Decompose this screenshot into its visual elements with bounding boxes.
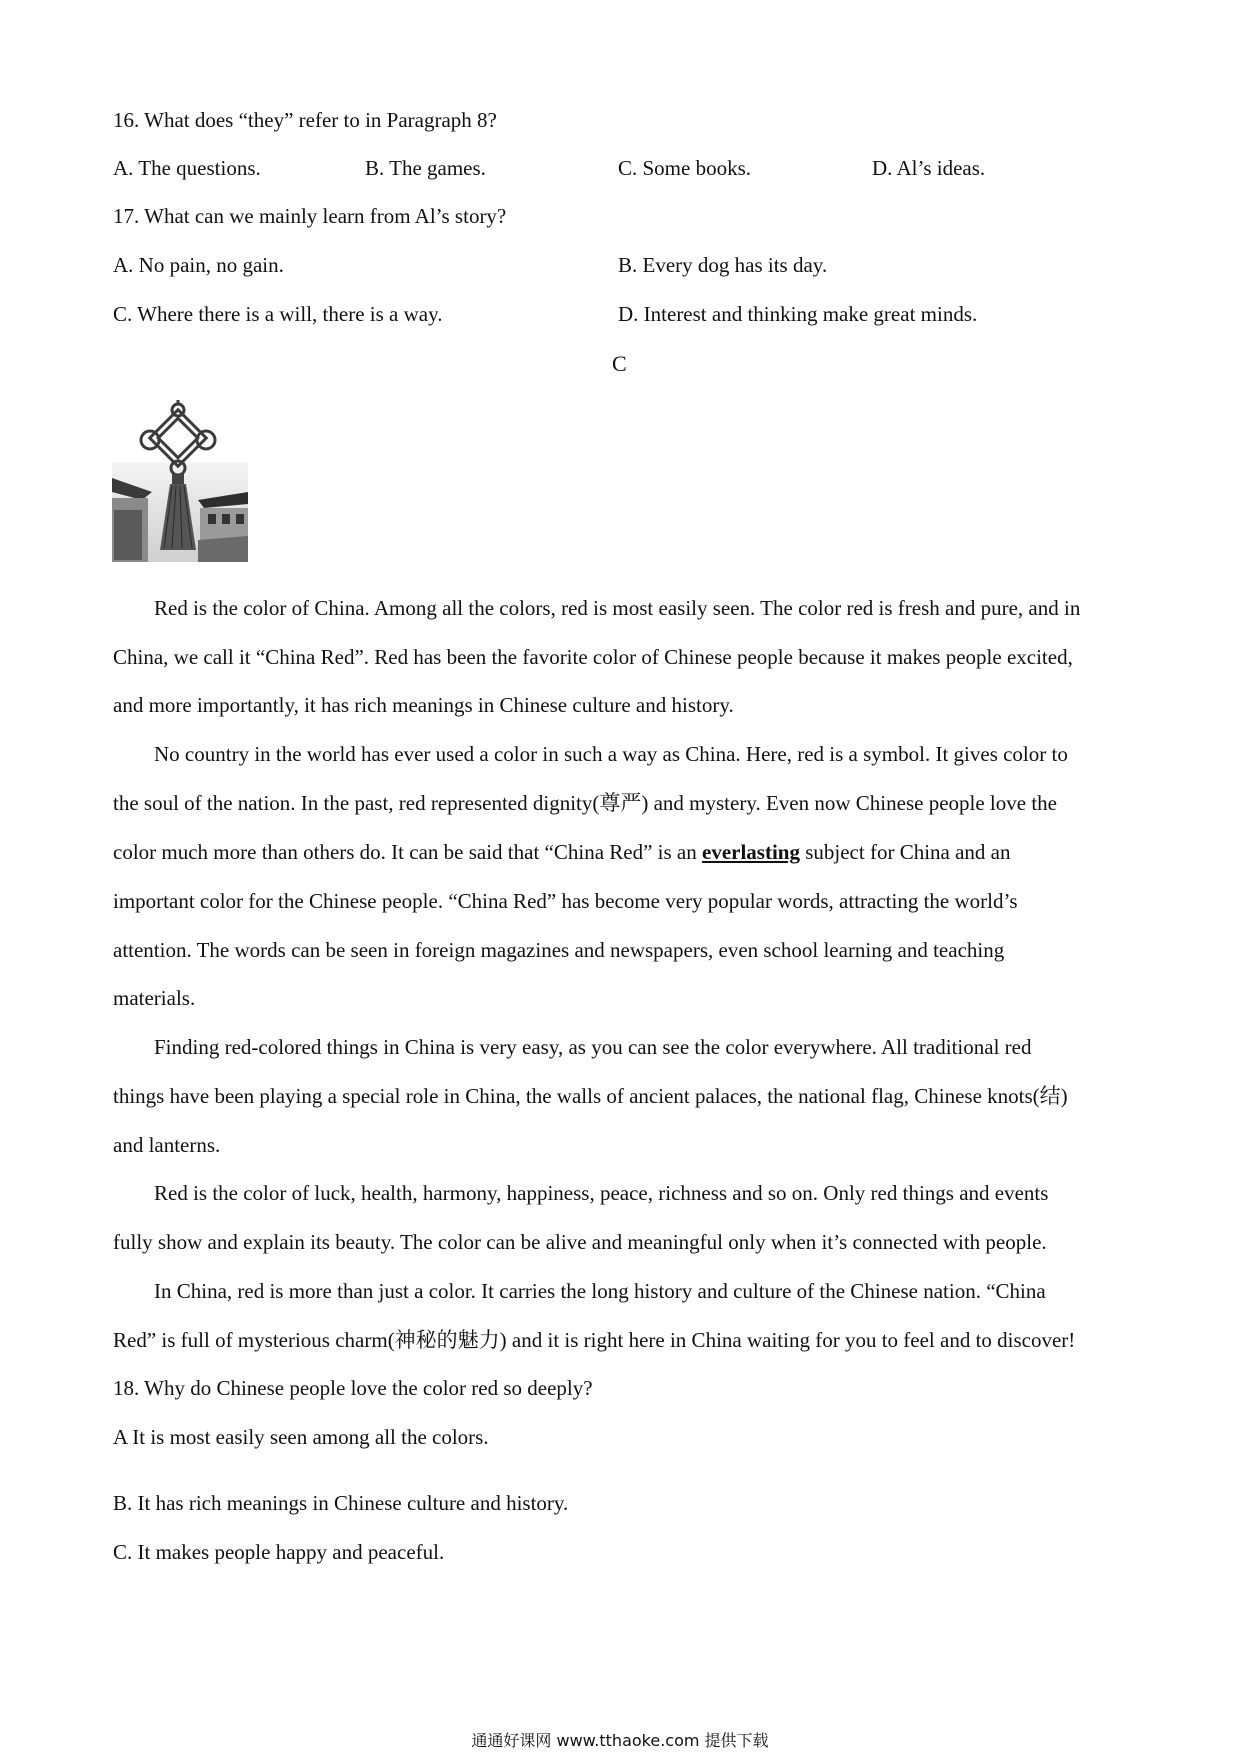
page-footer: 通通好课网 www.tthaoke.com 提供下载 — [471, 1731, 769, 1750]
p2-line-5: attention. The words can be seen in foreign magazines and newspapers, even school learning and teaching — [113, 938, 1005, 962]
p2-line-3-end: subject for China and an — [799, 840, 1011, 864]
chinese-knot-photo-icon — [112, 400, 248, 562]
p2-line-3-start: color much more than others do. It can be said that “China Red” is an — [113, 840, 702, 864]
p2-line-4: important color for the Chinese people. “China Red” has become very popular words, attracting the world’s — [113, 889, 1018, 913]
question-17-stem: 17. What can we mainly learn from Al’s story? — [113, 204, 507, 228]
p3-line-2: things have been playing a special role in China, the walls of ancient palaces, the national flag, Chinese knots(结) — [113, 1084, 1068, 1108]
q16-option-d: D. Al’s ideas. — [872, 156, 986, 180]
p1-line-1: Red is the color of China. Among all the colors, red is most easily seen. The color red is fresh and pure, and in — [154, 596, 1081, 620]
question-16-stem: 16. What does “they” refer to in Paragraph 8? — [113, 108, 497, 132]
p5-line-2: Red” is full of mysterious charm(神秘的魅力) and it is right here in China waiting for you to feel and to discover! — [113, 1328, 1076, 1352]
q16-option-b: B. The games. — [365, 156, 486, 180]
q18-option-c: C. It makes people happy and peaceful. — [113, 1540, 445, 1564]
q16-option-c: C. Some books. — [618, 156, 752, 180]
section-letter: C — [612, 351, 627, 376]
p5-line-1: In China, red is more than just a color. It carries the long history and culture of the Chinese nation. “China — [154, 1279, 1046, 1303]
q17-option-b: B. Every dog has its day. — [618, 253, 828, 277]
question-18-stem: 18. Why do Chinese people love the color red so deeply? — [113, 1376, 593, 1400]
p2-line-3 — [113, 838, 1011, 866]
p2-line-6: materials. — [113, 986, 196, 1010]
q17-option-c: C. Where there is a will, there is a way. — [113, 302, 443, 326]
q17-option-d: D. Interest and thinking make great minds. — [618, 302, 978, 326]
q16-option-a: A. The questions. — [113, 156, 261, 180]
p1-line-2: China, we call it “China Red”. Red has been the favorite color of Chinese people because it makes people excited, — [113, 645, 1073, 669]
p4-line-1: Red is the color of luck, health, harmony, happiness, peace, richness and so on. Only red things and events — [154, 1181, 1049, 1205]
q17-option-a: A. No pain, no gain. — [113, 253, 284, 277]
underlined-word-everlasting: everlasting — [702, 840, 800, 864]
p2-line-2: the soul of the nation. In the past, red represented dignity(尊严) and mystery. Even now Chinese people love the — [113, 791, 1057, 815]
p4-line-2: fully show and explain its beauty. The color can be alive and meaningful only when it’s connected with people. — [113, 1230, 1047, 1254]
p3-line-1: Finding red-colored things in China is very easy, as you can see the color everywhere. All traditional red — [154, 1035, 1032, 1059]
p1-line-3: and more importantly, it has rich meanings in Chinese culture and history. — [113, 693, 734, 717]
q18-option-b: B. It has rich meanings in Chinese culture and history. — [113, 1491, 569, 1515]
p2-line-1: No country in the world has ever used a color in such a way as China. Here, red is a symbol. It gives color to — [154, 742, 1068, 766]
q18-option-a: A It is most easily seen among all the colors. — [113, 1425, 489, 1449]
p3-line-3: and lanterns. — [113, 1133, 221, 1157]
